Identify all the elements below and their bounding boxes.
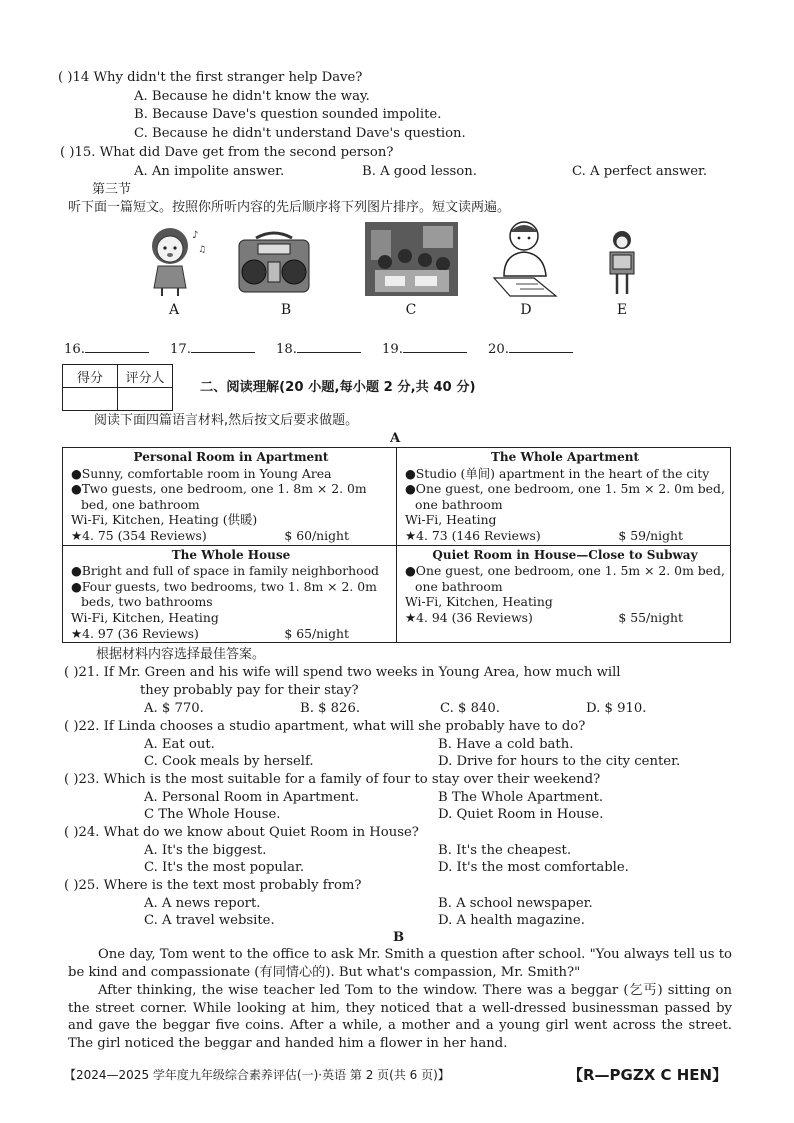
score-label: 得分 [63,365,118,388]
question-14-stem: ( )14 Why didn't the first stranger help Dave? [58,70,363,85]
answer-blank-19[interactable]: 19. [382,340,467,358]
question-25-option-c: C. A travel website. [144,913,275,928]
listing-title: Quiet Room in House—Close to Subway [432,547,698,562]
listing-line: Wi-Fi, Kitchen, Heating [405,594,553,610]
listing-rating: ★4. 97 (36 Reviews) [71,625,199,641]
question-24-option-c: C. It's the most popular. [144,860,305,875]
question-14-option-c: C. Because he didn't understand Dave's question. [134,126,466,141]
question-22-option-a: A. Eat out. [144,737,215,752]
listing-line: ●One guest, one bedroom, one 1. 5m × 2. 0m bed, [405,563,725,579]
question-25-option-b: B. A school newspaper. [438,896,593,911]
question-22-option-b: B. Have a cold bath. [438,737,574,752]
question-24-stem: ( )24. What do we know about Quiet Room in House? [64,825,419,840]
listing-line: ●One guest, one bedroom, one 1. 5m × 2. 0m bed, [405,481,725,497]
question-24-option-a: A. It's the biggest. [144,843,267,858]
question-22-stem: ( )22. If Linda chooses a studio apartment, what will she probably have to do? [64,719,586,734]
listing-line: ●Four guests, two bedrooms, two 1. 8m × 2. 0m [71,578,377,594]
answer-blank-17[interactable]: 17. [170,340,255,358]
question-24-option-b: B. It's the cheapest. [438,843,572,858]
singing-girl-picture [138,222,210,298]
listing-title: Personal Room in Apartment [133,450,329,464]
answer-blank-20[interactable]: 20. [488,340,573,358]
svg-text:♫: ♫ [198,245,207,255]
question-23-option-a: A. Personal Room in Apartment. [144,790,359,805]
grader-label: 评分人 [118,365,173,388]
question-15-option-c: C. A perfect answer. [572,164,708,179]
radio-picture [236,230,312,298]
question-14-option-b: B. Because Dave's question sounded impolite. [134,107,442,122]
question-24-option-d: D. It's the most comfortable. [438,860,629,875]
listing-rating: ★4. 75 (354 Reviews) [71,527,207,543]
question-22-option-d: D. Drive for hours to the city center. [438,754,681,769]
answer-blank-18[interactable]: 18. [276,340,361,358]
listing-line: one bathroom [415,496,503,512]
score-box [62,364,173,411]
passage-b-paragraph-1: One day, Tom went to the office to ask Mr. Smith a question after school. "You always tell us to be kind and compassionate (有同情心的). But what's compassion, Mr. Smith?" [68,947,732,980]
section-3-instruction: 听下面一篇短文。按照你所听内容的先后顺序将下列图片排序。短文读两遍。 [68,200,511,215]
listings-table [62,447,731,643]
picture-letter-a: A [168,302,180,318]
question-25-option-a: A. A news report. [144,896,261,911]
listing-rating: ★4. 94 (36 Reviews) [405,609,533,625]
listing-price: $ 65/night [284,625,349,641]
listing-line: ●Two guests, one bedroom, one 1. 8m × 2. 0m [71,481,367,497]
listing-line: beds, two bathrooms [81,594,213,610]
picture-letter-d: D [520,302,532,318]
question-21-option-d: D. $ 910. [586,701,647,716]
listing-title: The Whole Apartment [491,450,639,464]
listing-line: Wi-Fi, Kitchen, Heating [71,609,219,625]
svg-text:♪: ♪ [192,230,199,241]
listing-title: The Whole House [171,547,291,562]
listing-quiet-room [397,545,731,643]
passage-b-paragraph-2: After thinking, the wise teacher led Tom to the window. There was a beggar (乞丐) sitting on the street corner. While looking at him, they noticed that a well-dressed businessman passed by and gave the beggar five coins. After a while, a mother and a young girl went across the street. The girl noticed the beggar and handed him a flower in her hand. [68,983,732,1051]
question-23-option-d: D. Quiet Room in House. [438,807,604,822]
passage-b-label: B [393,930,405,945]
question-15-option-b: B. A good lesson. [362,164,477,179]
question-21-option-a: A. $ 770. [144,701,204,716]
passage-a-label: A [390,431,401,446]
question-22-option-c: C. Cook meals by herself. [144,754,314,769]
listing-whole-apartment [397,448,731,546]
picture-letter-e: E [616,302,628,318]
question-25-stem: ( )25. Where is the text most probably from? [64,878,362,893]
listing-line: bed, one bathroom [81,496,200,512]
students-in-classroom-photo [365,222,458,296]
score-cell[interactable] [63,388,118,411]
listing-line: ●Bright and full of space in family neighborhood [71,563,379,579]
listing-price: $ 60/night [284,527,349,543]
question-21-stem: ( )21. If Mr. Green and his wife will spend two weeks in Young Area, how much will [64,665,621,680]
listing-rating: ★4. 73 (146 Reviews) [405,527,541,543]
question-15-option-a: A. An impolite answer. [134,164,285,179]
listing-personal-room [63,448,397,546]
question-23-stem: ( )23. Which is the most suitable for a family of four to stay over their weekend? [64,772,601,787]
listing-price: $ 55/night [618,609,683,625]
picture-letter-b: B [280,302,292,318]
listing-line: one bathroom [415,578,503,594]
question-14-option-a: A. Because he didn't know the way. [134,89,370,104]
exam-code: 【R—PGZX C HEN】 [568,1066,728,1084]
choose-instruction: 根据材料内容选择最佳答案。 [96,647,266,662]
boy-writing-picture [490,218,560,298]
listing-line: Wi-Fi, Heating [405,512,497,528]
question-21-stem-continued: they probably pay for their stay? [140,683,359,698]
question-23-option-b: B The Whole Apartment. [438,790,604,805]
question-21-option-b: B. $ 826. [300,701,361,716]
question-21-option-c: C. $ 840. [440,701,500,716]
grader-cell[interactable] [118,388,173,411]
question-23-option-c: C The Whole House. [144,807,281,822]
listing-line: Wi-Fi, Kitchen, Heating (供暖) [71,512,258,528]
section-3-title: 第三节 [92,182,132,197]
girl-holding-sign-picture [604,226,640,298]
reading-instruction: 阅读下面四篇语言材料,然后按文后要求做题。 [94,413,359,428]
reading-section-heading: 二、阅读理解(20 小题,每小题 2 分,共 40 分) [200,380,476,395]
answer-blank-16[interactable]: 16. [64,340,149,358]
page-footer: 【2024—2025 学年度九年级综合素养评估(一)·英语 第 2 页(共 6 页)】 [64,1068,450,1082]
listing-price: $ 59/night [618,527,683,543]
listing-line: ●Sunny, comfortable room in Young Area [71,465,332,481]
question-15-stem: ( )15. What did Dave get from the second person? [60,145,394,160]
listing-whole-house [63,545,397,643]
picture-letter-c: C [405,302,417,318]
listing-line: ●Studio (单间) apartment in the heart of the city [405,465,710,481]
question-25-option-d: D. A health magazine. [438,913,585,928]
